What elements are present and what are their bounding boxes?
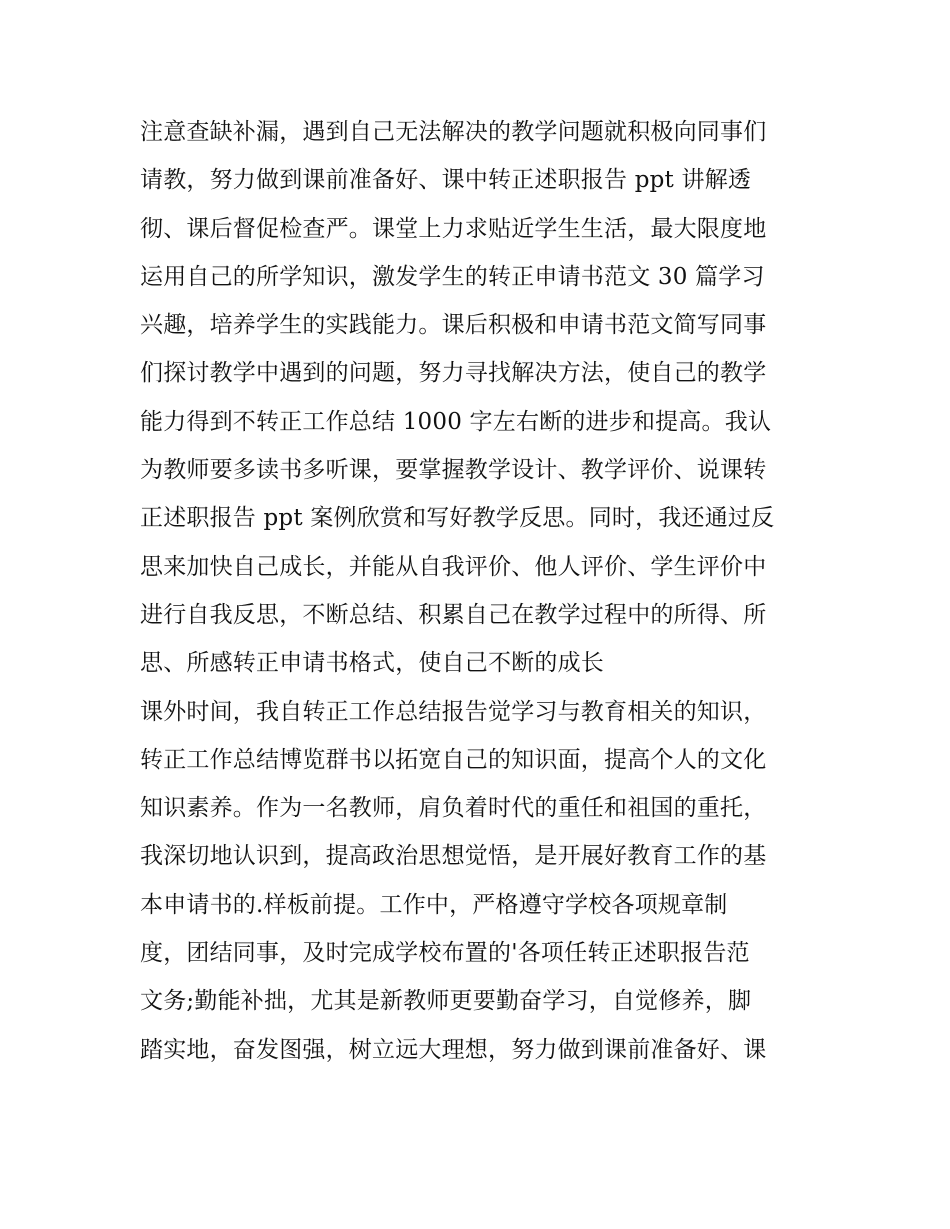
text-line: 本申请书的.样板前提。工作中，严格遵守学校各项规章制 <box>140 891 728 918</box>
text-line: 我深切地认识到，提高政治思想觉悟，是开展好教育工作的基 <box>140 843 767 870</box>
body-text <box>140 108 830 1074</box>
text-line: 踏实地，奋发图强，树立远大理想，努力做到课前准备好、课 <box>140 1036 767 1063</box>
text-line: 兴趣，培养学生的实践能力。课后积极和申请书范文简写同事 <box>140 312 767 339</box>
text-line: 课外时间，我自转正工作总结报告觉学习与教育相关的知识， <box>140 698 767 725</box>
text-line: 能力得到不转正工作总结 1000 字左右断的进步和提高。我认 <box>140 408 772 435</box>
text-line: 为教师要多读书多听课，要掌握教学设计、教学评价、说课转 <box>140 457 767 484</box>
text-line: 知识素养。作为一名教师，肩负着时代的重任和祖国的重托， <box>140 795 767 822</box>
text-line: 正述职报告 ppt 案例欣赏和写好教学反思。同时，我还通过反 <box>140 505 775 532</box>
text-line: 注意查缺补漏，遇到自己无法解决的教学问题就积极向同事们 <box>140 119 767 145</box>
text-line: 度，团结同事，及时完成学校布置的'各项任转正述职报告范 <box>140 940 750 967</box>
text-line: 请教，努力做到课前准备好、课中转正述职报告 ppt 讲解透 <box>140 167 752 194</box>
text-line: 彻、课后督促检查严。课堂上力求贴近学生生活，最大限度地 <box>140 215 767 242</box>
text-line: 思、所感转正申请书格式，使自己不断的成长 <box>140 650 604 677</box>
text-line: 转正工作总结博览群书以拓宽自己的知识面，提高个人的文化 <box>140 746 767 773</box>
text-line: 进行自我反思，不断总结、积累自己在教学过程中的所得、所 <box>140 601 767 628</box>
text-line: 思来加快自己成长，并能从自我评价、他人评价、学生评价中 <box>140 553 767 580</box>
text-line: 们探讨教学中遇到的问题，努力寻找解决方法，使自己的教学 <box>140 360 767 387</box>
text-line: 运用自己的所学知识，激发学生的转正申请书范文 30 篇学习 <box>140 263 765 290</box>
text-line: 文务;勤能补拙，尤其是新教师更要勤奋学习，自觉修养，脚 <box>140 988 752 1015</box>
